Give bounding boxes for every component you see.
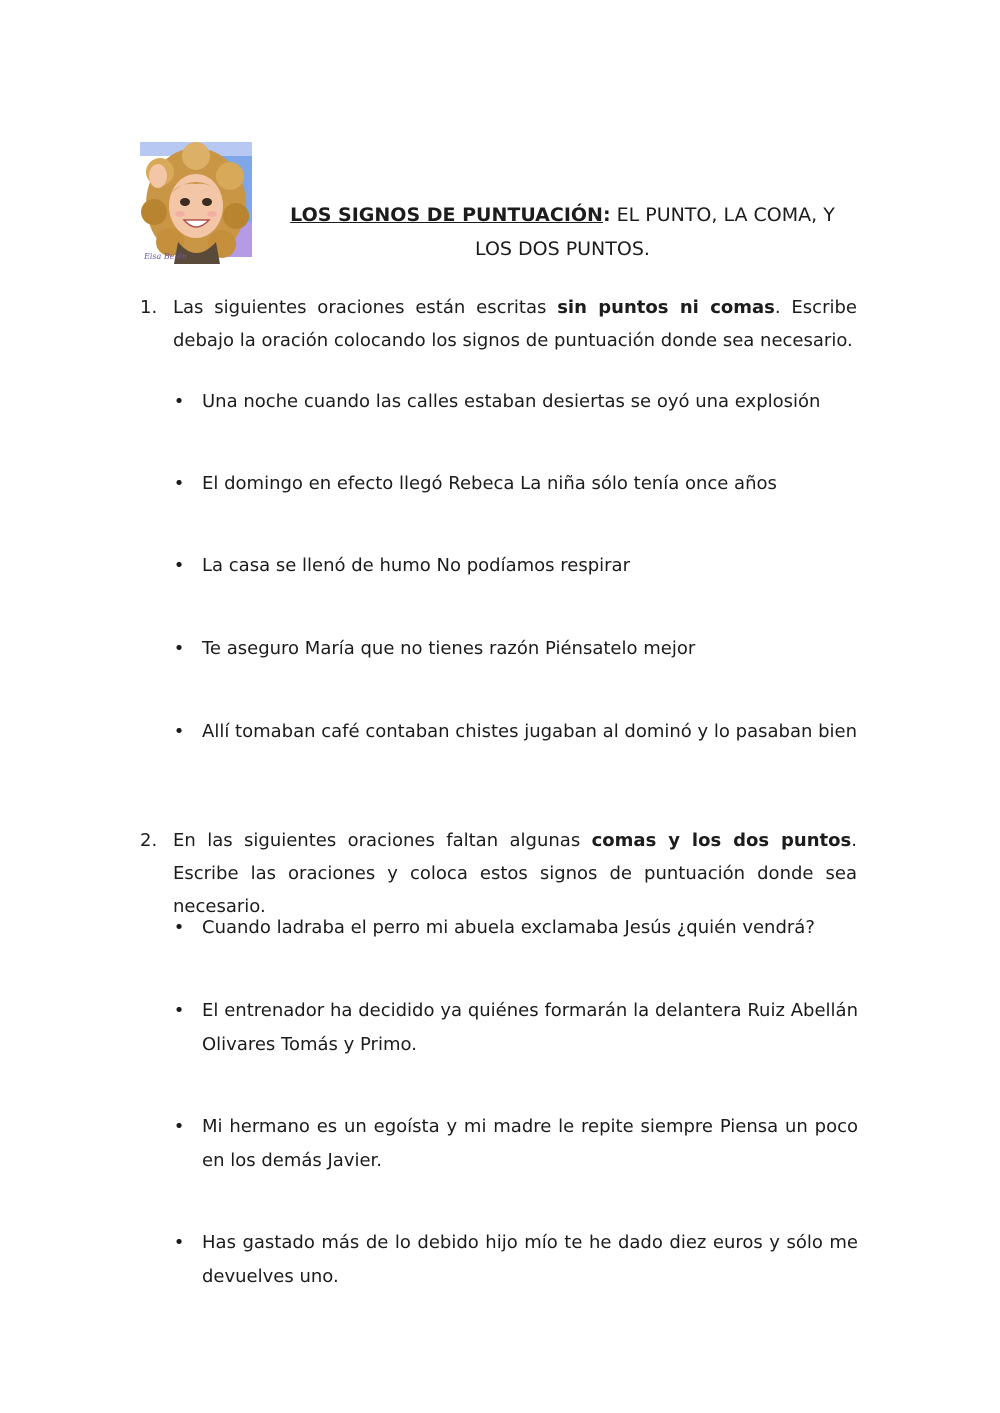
instruction-text: Las siguientes oraciones están escritas <box>173 297 558 318</box>
sentence-text: Has gastado más de lo debido hijo mío te he dado diez euros y sólo me devuelves uno. <box>202 1232 858 1287</box>
avatar-illustration <box>140 142 252 264</box>
title-rest: EL PUNTO, LA COMA, Y <box>610 204 835 226</box>
sentence-text: El entrenador ha decidido ya quiénes formarán la delantera Ruiz Abellán Olivares Tomás y Primo. <box>202 1000 858 1055</box>
question-number: 1. <box>140 297 158 318</box>
title-colon: : <box>602 204 611 226</box>
bullet-icon: • <box>173 555 185 576</box>
list-item <box>170 1110 858 1178</box>
instruction-emphasis: sin puntos ni comas <box>557 297 775 318</box>
instruction-text: . Escribe las oraciones y coloca estos signos de puntuación donde sea necesario. <box>173 830 857 917</box>
bullet-icon: • <box>173 1116 185 1137</box>
instruction-text: En las siguientes oraciones faltan algunas <box>173 830 592 851</box>
page-title <box>270 198 855 266</box>
bullet-icon: • <box>173 1000 185 1021</box>
bullet-icon: • <box>173 917 185 938</box>
sentence-text: Una noche cuando las calles estaban desiertas se oyó una explosión <box>202 391 821 412</box>
title-bold: LOS SIGNOS DE PUNTUACIÓN <box>290 204 603 226</box>
list-item <box>170 994 858 1062</box>
bullet-icon: • <box>173 391 185 412</box>
question-instruction <box>173 824 857 923</box>
sentence-text: El domingo en efecto llegó Rebeca La niña sólo tenía once años <box>202 473 777 494</box>
list-item <box>170 467 858 501</box>
list-item <box>170 911 858 945</box>
sentence-text: Te aseguro María que no tienes razón Piénsatelo mejor <box>202 638 696 659</box>
sentence-text: Mi hermano es un egoísta y mi madre le repite siempre Piensa un poco en los demás Javier. <box>202 1116 858 1171</box>
instruction-emphasis: comas y los dos puntos <box>591 830 852 851</box>
sentence-text: Allí tomaban café contaban chistes jugaban al dominó y lo pasaban bien <box>202 721 858 742</box>
bullet-icon: • <box>173 1232 185 1253</box>
list-item <box>170 632 858 666</box>
list-item <box>170 715 858 749</box>
avatar <box>140 142 252 264</box>
bullet-icon: • <box>173 638 185 659</box>
question-number: 2. <box>140 830 158 851</box>
instruction-text: . Escribe debajo la oración colocando los signos de puntuación donde sea necesario. <box>173 297 857 351</box>
bullet-icon: • <box>173 473 185 494</box>
avatar-signature: Eisa Belén <box>144 252 187 261</box>
list-item <box>170 385 858 419</box>
bullet-icon: • <box>173 721 185 742</box>
list-item <box>170 549 858 583</box>
list-item <box>170 1226 858 1294</box>
question-instruction <box>173 291 857 357</box>
title-line-2: LOS DOS PUNTOS. <box>475 238 650 260</box>
sentence-text: Cuando ladraba el perro mi abuela exclamaba Jesús ¿quién vendrá? <box>202 917 815 938</box>
sentence-text: La casa se llenó de humo No podíamos respirar <box>202 555 630 576</box>
